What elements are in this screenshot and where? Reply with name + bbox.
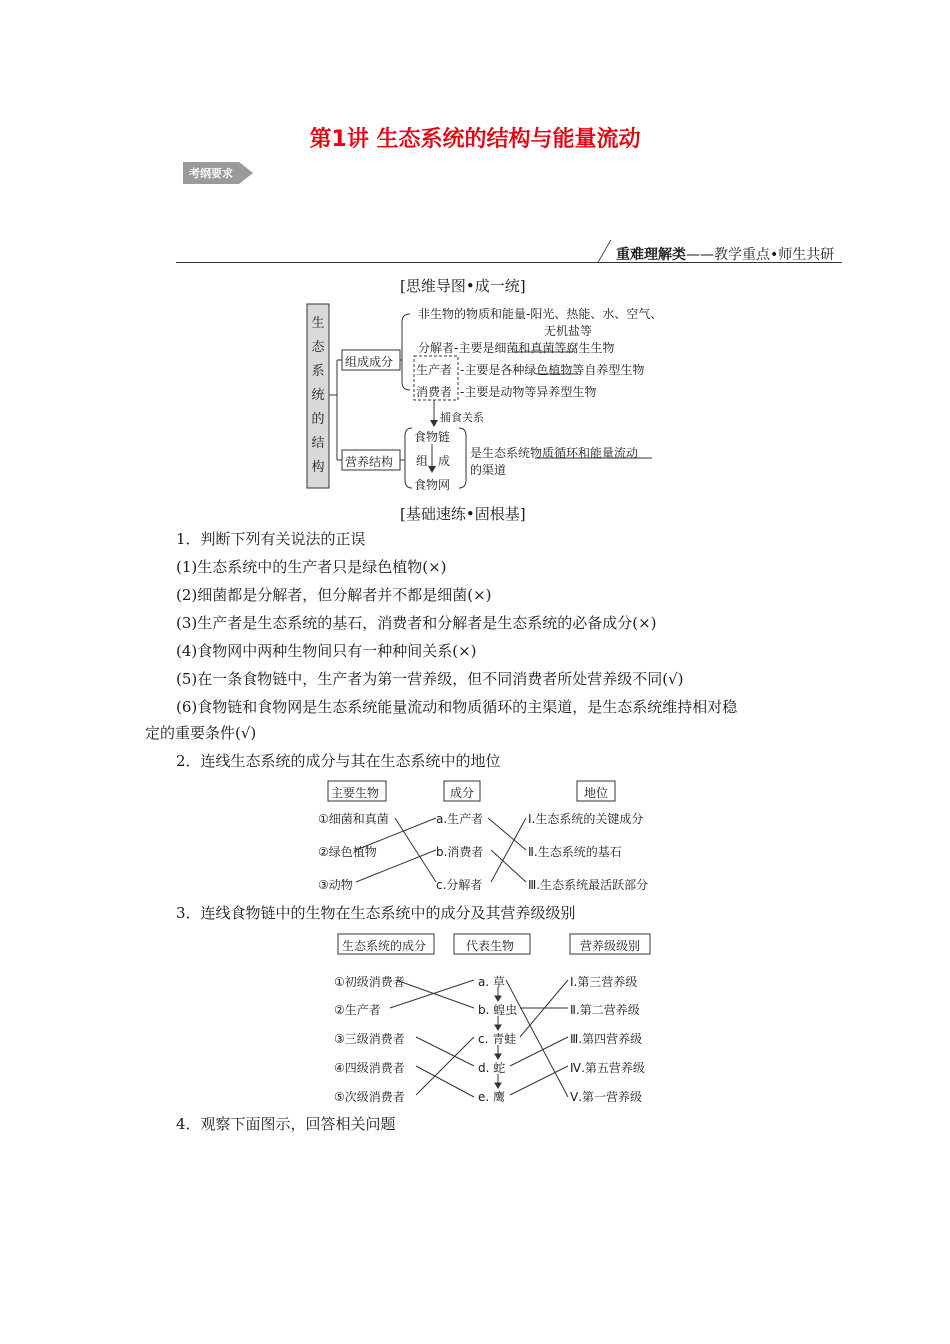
q3-right-item: Ⅴ.第一营养级 [570,1090,643,1104]
q2-left-item: ①细菌和真菌 [318,812,389,826]
q2-mid-item: b.消费者 [436,845,484,859]
q2-mid-item: c.分解者 [436,878,483,892]
q2-right-item: Ⅱ.生态系统的基石 [528,845,622,859]
section-mindmap-label: [思维导图•成一统] [400,277,526,295]
consumer-label: 消费者 [416,385,453,399]
branch-trophic-structure: 营养结构 [345,455,394,469]
q2-head-right: 地位 [584,786,609,800]
q3-stem: 3．连线食物链中的生物在生态系统中的成分及其营养级级别 [176,904,576,922]
decomposer-line: 分解者-主要是细菌和真菌等腐生生物 [418,341,615,355]
q3-right-item: Ⅲ.第四营养级 [570,1032,643,1046]
root-char: 系 [311,364,325,379]
root-char: 态 [311,340,325,355]
q2-right-item: Ⅲ.生态系统最活跃部分 [528,878,649,892]
q2-left-item: ②绿色植物 [318,845,377,859]
q3-left-item: ①初级消费者 [334,975,405,989]
q1-item-6b: 定的重要条件(√) [145,724,257,742]
q1-item: (5)在一条食物链中，生产者为第一营养级，但不同消费者所处营养级不同(√) [176,670,684,688]
compose-char-1: 组 [416,454,429,468]
q1-stem: 1．判断下列有关说法的正误 [176,530,366,548]
q2-mid-item: a.生产者 [436,812,484,826]
consumer-desc: -主要是动物等异养型生物 [460,385,597,399]
food-web-label: 食物网 [414,478,451,492]
channel-line2: 的渠道 [470,463,507,477]
q2-right-item: Ⅰ.生态系统的关键成分 [528,812,644,826]
q3-left-item: ③三级消费者 [334,1032,405,1046]
q2-left-item: ③动物 [318,878,353,892]
q3-left-item: ④四级消费者 [334,1061,405,1075]
predation-label: 捕食关系 [440,411,484,424]
q1-item: (1)生态系统中的生产者只是绿色植物(×) [176,558,447,576]
tag-label: 考纲要求 [189,167,233,180]
page-title: 第1讲 生态系统的结构与能量流动 [309,127,641,152]
q3-left-item: ⑤次级消费者 [334,1090,405,1104]
q4-stem: 4．观察下面图示，回答相关问题 [176,1115,396,1133]
q1-item: (2)细菌都是分解者，但分解者并不都是细菌(×) [176,586,492,604]
branch-components: 组成成分 [345,355,394,369]
q3-head-left: 生态系统的成分 [342,939,427,953]
root-char: 构 [311,460,325,475]
header-rest: ——教学重点•师生共研 [686,247,835,263]
section-practice-label: [基础速练•固根基] [400,505,526,523]
q3-mid-item: c. 青蛙 [478,1032,517,1046]
q3-right-item: Ⅱ.第二营养级 [570,1003,640,1017]
q3-left-item: ②生产者 [334,1003,381,1017]
root-char: 生 [311,316,325,331]
producer-label: 生产者 [416,363,453,377]
root-char: 的 [311,412,325,427]
q2-head-mid: 成分 [450,786,475,800]
q3-mid-item: a. 草 [478,975,505,989]
header-bold: 重难理解类 [616,247,686,263]
root-char: 结 [311,436,325,451]
food-chain-label: 食物链 [414,430,451,444]
q3-mid-item: b. 蝗虫 [478,1003,518,1017]
root-char: 统 [311,388,325,403]
q1-item-6a: (6)食物链和食物网是生态系统能量流动和物质循环的主渠道，是生态系统维持相对稳 [176,698,738,716]
abiotic-line1: 非生物的物质和能量-阳光、热能、水、空气、 [418,307,663,321]
q2-head-left: 主要生物 [331,786,380,800]
q3-mid-item: e. 鹰 [478,1090,506,1104]
abiotic-line2: 无机盐等 [544,324,593,338]
producer-desc: -主要是各种绿色植物等自养型生物 [460,363,645,377]
q1-item: (4)食物网中两种生物间只有一种种间关系(×) [176,642,477,660]
q2-stem: 2．连线生态系统的成分与其在生态系统中的地位 [176,752,501,770]
q3-head-mid: 代表生物 [466,939,515,953]
q3-right-item: Ⅰ.第三营养级 [570,975,638,989]
q1-item: (3)生产者是生态系统的基石，消费者和分解者是生态系统的必备成分(×) [176,614,657,632]
compose-char-2: 成 [438,454,451,468]
q3-mid-item: d. 蛇 [478,1061,506,1075]
q3-right-item: Ⅳ.第五营养级 [570,1061,645,1075]
channel-line1: 是生态系统物质循环和能量流动 [470,446,639,460]
q3-head-right: 营养级级别 [580,939,641,953]
